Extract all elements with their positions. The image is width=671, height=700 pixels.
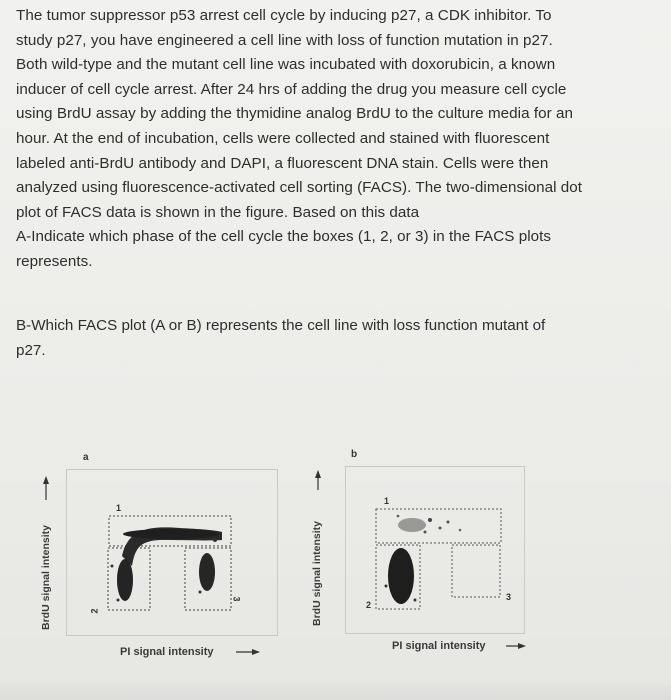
paragraph-line: analyzed using fluorescence-activated cell sorting (FACS). The two-dimensional dot [16,179,583,197]
plot-b-box-2-label: 2 [366,600,372,610]
plot-b-box-1-label: 1 [384,496,390,506]
plot-b-x-axis-label: PI signal intensity [392,640,486,652]
paragraph-line: plot of FACS data is shown in the figure. Based on this data [16,203,420,221]
paragraph-line: inducer of cell cycle arrest. After 24 hrs of adding the drug you measure cell cycle [16,80,567,98]
plot-a-x-axis-label: PI signal intensity [120,646,214,658]
paragraph-line: study p27, you have engineered a cell line with loss of function mutation in p27. [16,31,553,49]
plot-a-panel-label: a [83,452,89,463]
part-b-line: p27. [16,341,46,359]
paragraph-line: Both wild-type and the mutant cell line was incubated with doxorubicin, a known [16,56,556,74]
plot-a-y-axis-label: BrdU signal intensity [40,524,52,630]
part-a-question: A-Indicate which phase of the cell cycle the boxes (1, 2, or 3) in the FACS plots [16,228,552,246]
plot-b-panel-label: b [351,449,358,460]
plot-a-box-2-label: 2 [89,608,100,614]
paragraph-line: using BrdU assay by adding the thymidine analog BrdU to the culture media for an [16,105,573,123]
paragraph-line: hour. At the end of incubation, cells were collected and stained with fluorescent [16,129,550,147]
part-a-question-cont: represents. [16,252,93,270]
plot-b-box-3-label: 3 [506,592,512,602]
page-bottom-edge [0,684,671,700]
plot-b-y-axis-label: BrdU signal intensity [311,520,323,626]
paragraph-line: The tumor suppressor p53 arrest cell cycle by inducing p27, a CDK inhibitor. To [16,7,552,24]
plot-a-box-3-label: 3 [231,596,242,602]
part-b-line: B-Which FACS plot (A or B) represents the cell line with loss function mutant of [16,317,546,334]
plot-a-box-1-label: 1 [116,503,122,513]
paragraph-line: labeled anti-BrdU antibody and DAPI, a fluorescent DNA stain. Cells were then [16,154,549,172]
